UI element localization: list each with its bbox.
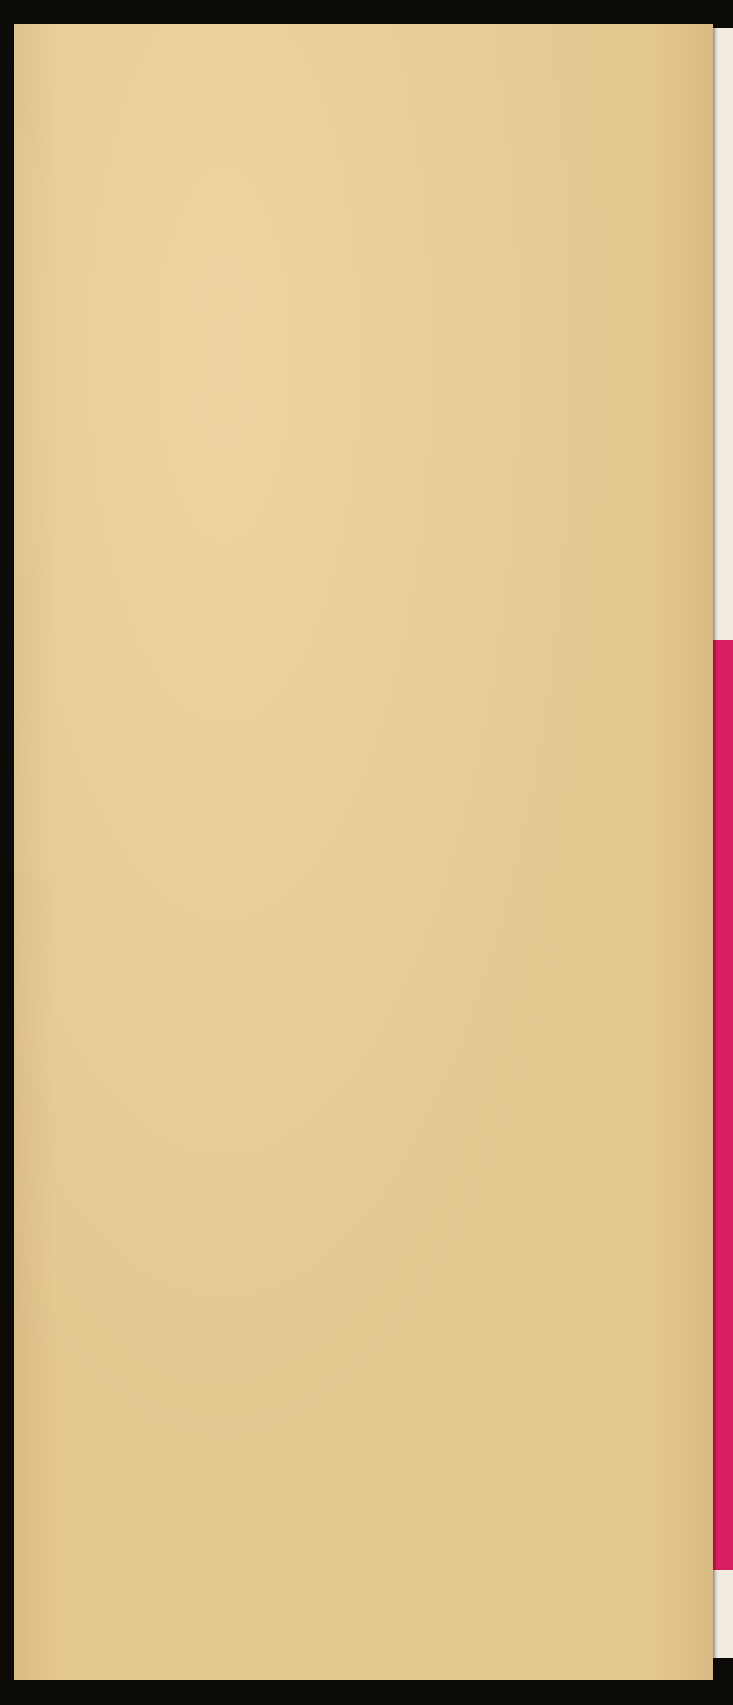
- catalog-page: [14, 24, 713, 1680]
